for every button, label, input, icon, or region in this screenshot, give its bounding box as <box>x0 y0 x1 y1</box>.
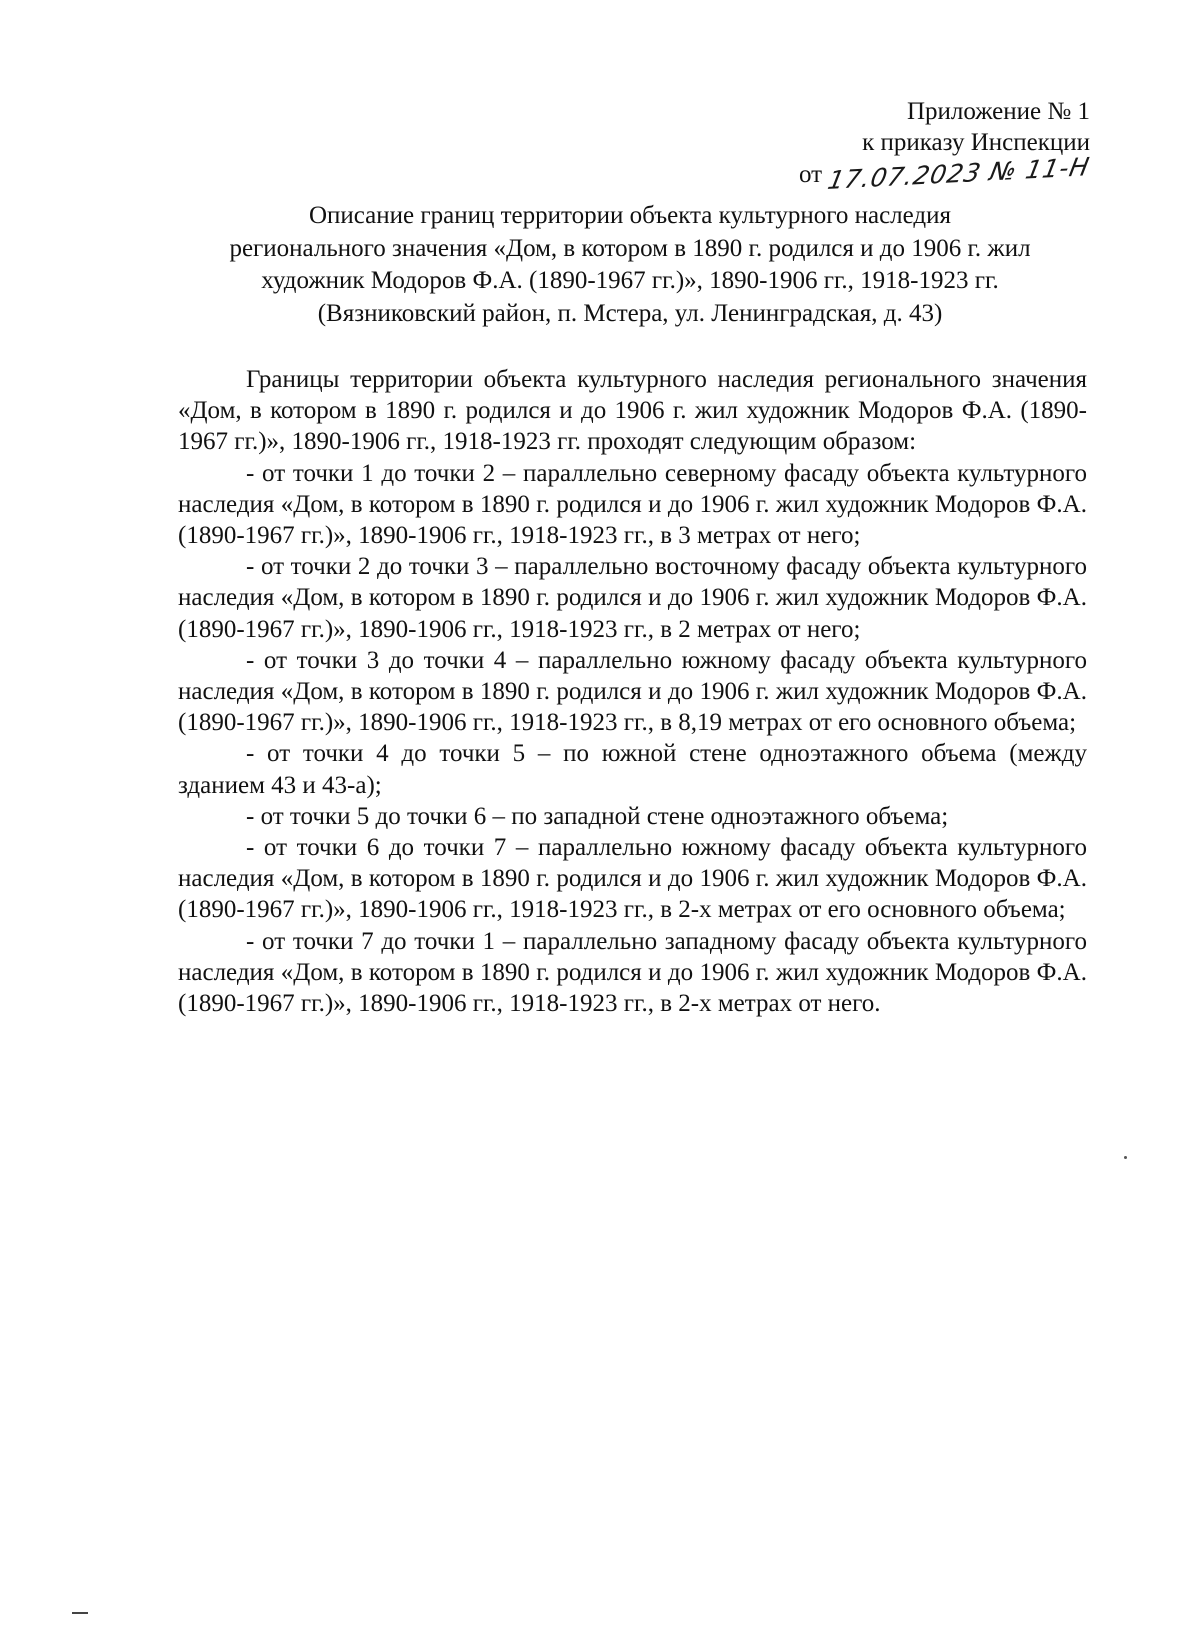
boundary-item: - от точки 5 до точки 6 – по западной стене одноэтажного объема; <box>246 802 949 830</box>
title-line: художник Модоров Ф.А. (1890-1967 гг.)», 1890-1906 гг., 1918-1923 гг. <box>261 267 999 294</box>
intro-paragraph: Границы территории объекта культурного наследия регионального значения «Дом, в котором в 1890 г. родился и до 1906 г. жил художник Модоров Ф.А. (1890-1967 гг.)», 1890-1906 гг., 1918-1923 гг. проходят следующим образом: <box>178 366 1087 456</box>
document-title <box>170 200 1090 330</box>
appendix-number: Приложение № 1 <box>906 98 1090 125</box>
boundary-item: - от точки 1 до точки 2 – параллельно северному фасаду объекта культурного наследия «Дом, в котором в 1890 г. родился и до 1906 г. жил художник Модоров Ф.А. (1890-1967 гг.)», 1890-1906 гг., 1918-1923 гг., в 3 метрах от него; <box>178 459 1087 550</box>
title-line: регионального значения «Дом, в котором в 1890 г. родился и до 1906 г. жил <box>229 234 1031 262</box>
boundary-item: - от точки 3 до точки 4 – параллельно южному фасаду объекта культурного наследия «Дом, в котором в 1890 г. родился и до 1906 г. жил художник Модоров Ф.А. (1890-1967 гг.)», 1890-1906 гг., 1918-1923 гг., в 8,19 метрах от его основного объема; <box>178 646 1087 737</box>
handwritten-order-date-number: 17.07.2023 № 11-Н <box>825 151 1093 196</box>
scan-speck <box>1124 1156 1127 1159</box>
title-line: Описание границ территории объекта культурного наследия <box>308 202 952 229</box>
boundary-item: - от точки 4 до точки 5 – по южной стене одноэтажного объема (между зданием 43 и 43-а); <box>178 740 1087 799</box>
boundary-item: - от точки 2 до точки 3 – параллельно восточному фасаду объекта культурного наследия «Дом, в котором в 1890 г. родился и до 1906 г. жил художник Модоров Ф.А. (1890-1967 гг.)», 1890-1906 гг., 1918-1923 гг., в 2 метрах от него; <box>178 553 1087 643</box>
order-date-number <box>670 151 1093 196</box>
document-body <box>178 364 1087 1019</box>
boundary-item: - от точки 6 до точки 7 – параллельно южному фасаду объекта культурного наследия «Дом, в котором в 1890 г. родился и до 1906 г. жил художник Модоров Ф.А. (1890-1967 гг.)», 1890-1906 гг., 1918-1923 гг., в 2-х метрах от его основного объема; <box>178 834 1087 924</box>
appendix-header <box>670 96 1093 196</box>
title-line: (Вязниковский район, п. Мстера, ул. Ленинградская, д. 43) <box>317 299 943 327</box>
scan-edge-mark <box>72 1612 88 1614</box>
order-prefix: от <box>798 161 823 188</box>
appendix-order-reference: к приказу Инспекции <box>862 129 1090 156</box>
boundary-item: - от точки 7 до точки 1 – параллельно западному фасаду объекта культурного наследия «Дом, в котором в 1890 г. родился и до 1906 г. жил художник Модоров Ф.А. (1890-1967 гг.)», 1890-1906 гг., 1918-1923 гг., в 2-х метрах от него. <box>178 927 1087 1018</box>
